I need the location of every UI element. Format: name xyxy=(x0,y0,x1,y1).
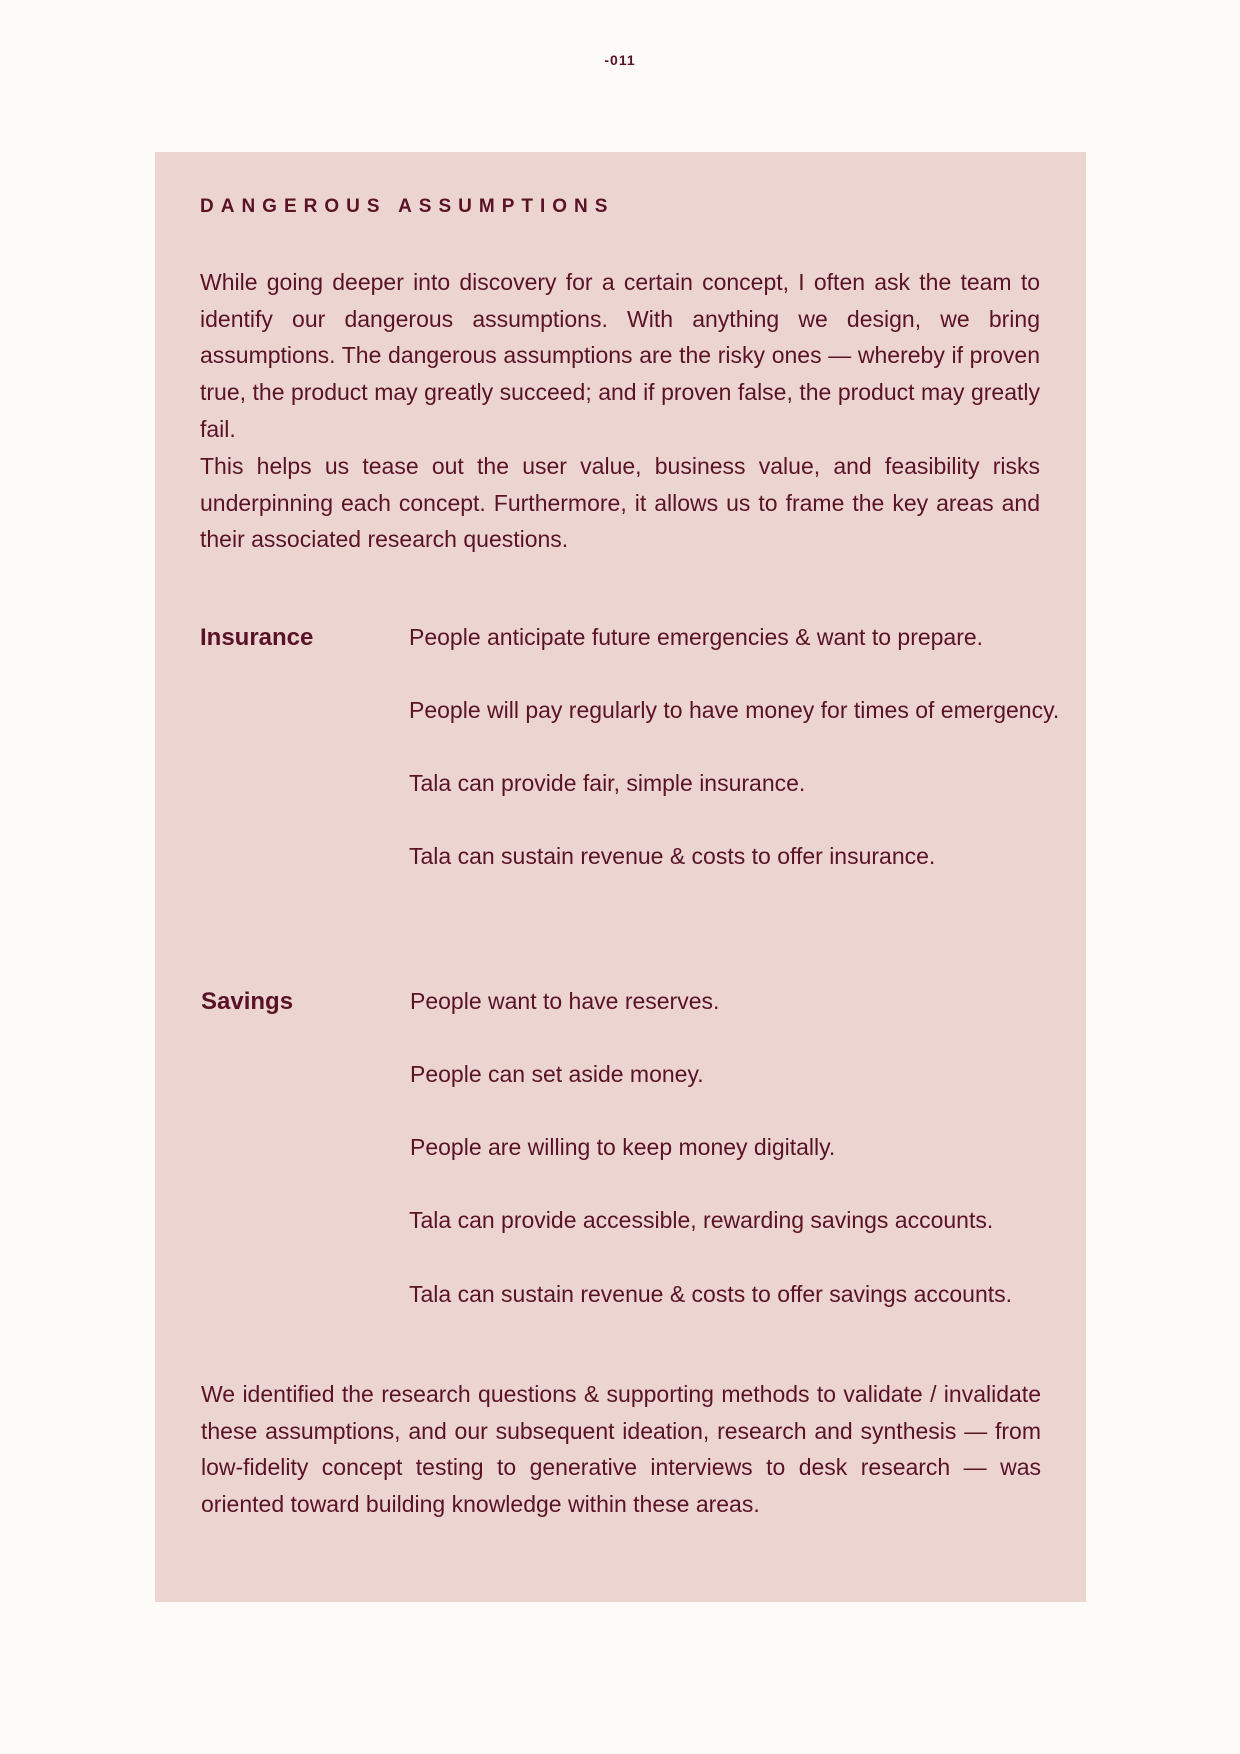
insurance-assumption-3: Tala can provide fair, simple insurance. xyxy=(409,770,806,796)
insurance-label: Insurance xyxy=(200,624,314,651)
savings-assumption-2: People can set aside money. xyxy=(410,1061,704,1087)
intro-paragraph-2: This helps us tease out the user value, business value, and feasibility risks underpinning each concept. Furthermore, it allows us to frame the key areas and their associated research questions. xyxy=(200,453,1040,553)
savings-assumption-4: Tala can provide accessible, rewarding savings accounts. xyxy=(409,1207,994,1233)
insurance-assumption-2: People will pay regularly to have money for times of emergency. xyxy=(409,697,1060,723)
savings-assumption-1: People want to have reserves. xyxy=(410,988,720,1014)
outro-paragraph: We identified the research questions & supporting methods to validate / invalidate these assumptions, and our subsequent ideation, research and synthesis — from low-fidelity concept testing to generative interviews to desk research — was oriented toward building knowledge within these areas. xyxy=(201,1381,1041,1518)
insurance-assumption-1: People anticipate future emergencies & want to prepare. xyxy=(409,624,984,650)
section-heading: DANGEROUS ASSUMPTIONS xyxy=(200,196,615,217)
page-number: -011 xyxy=(604,52,636,68)
intro-paragraph-1: While going deeper into discovery for a certain concept, I often ask the team to identify our dangerous assumptions. With anything we design, we bring assumptions. The dangerous assumptions are the risky ones — whereby if proven true, the product may greatly succeed; and if proven false, the product may greatly fail. xyxy=(200,269,1040,442)
savings-assumption-3: People are willing to keep money digitally. xyxy=(410,1134,836,1160)
savings-assumption-5: Tala can sustain revenue & costs to offer savings accounts. xyxy=(409,1281,1013,1307)
savings-label: Savings xyxy=(201,988,294,1015)
insurance-assumption-4: Tala can sustain revenue & costs to offer insurance. xyxy=(409,843,936,869)
